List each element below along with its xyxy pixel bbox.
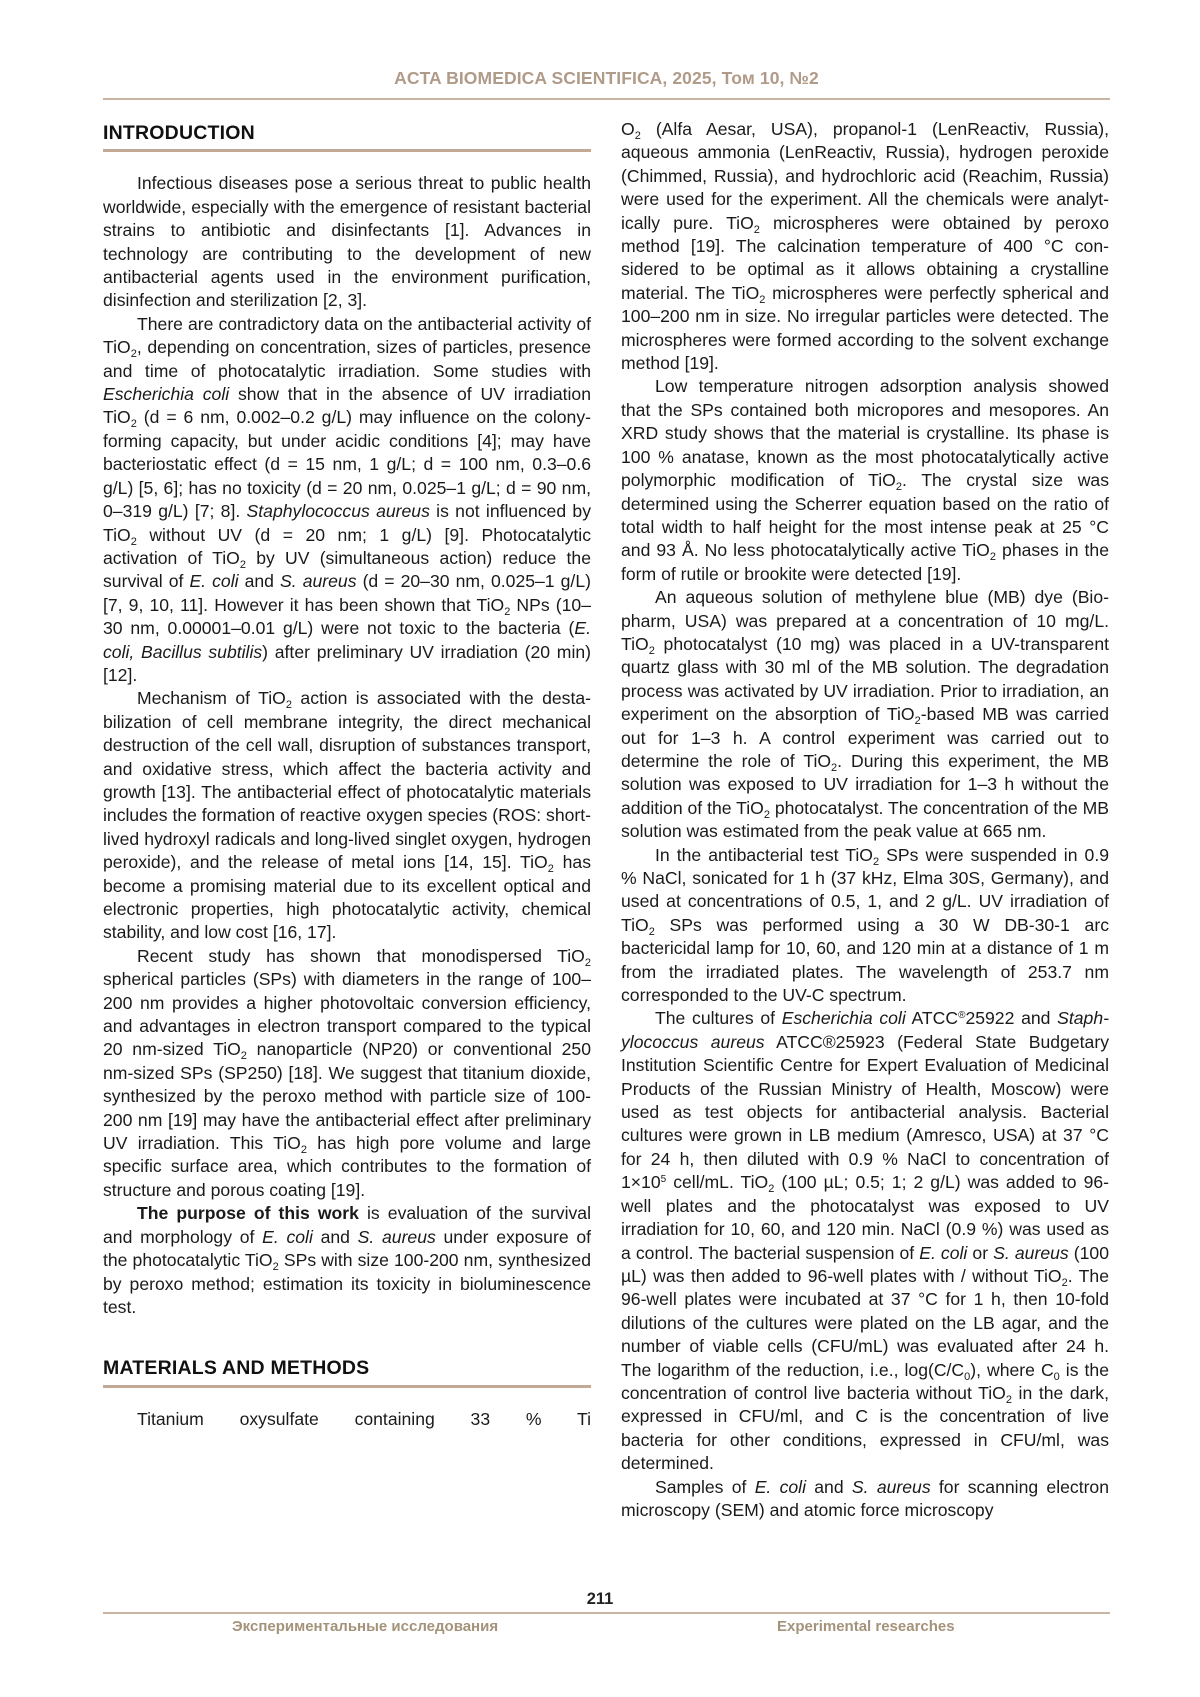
section-title-materials-methods: MATERIALS AND METHODS xyxy=(103,1357,591,1387)
footer-rule xyxy=(103,1612,1110,1614)
methods-paragraph-1-start: Titanium oxysulfate containing 33 % Ti xyxy=(137,1408,591,1429)
footer-section-label-ru: Экспериментальные исследования xyxy=(232,1618,499,1635)
footer-section-label-en: Experimental researches xyxy=(777,1618,955,1635)
methods-paragraph-5: The cultures of Escherichia coli ATCC®25922 and Staphylococcus aureus ATCC®25923 (Federal State Budgetary Institution Scientific Centre for Expert Evaluation of Medicinal Products of the Russian Ministry of Health, Moscow) were used as test objects for antibacterial analysis. Bacterial cultures were grown in LB medium (Amresco, USA) at 37 °C for 24 h, then diluted with 0.9 % NaCl to concentration of $1\times 10^5$ cell/mL. TiO$_2$ (100 µL; 0.5; 1; 2 g/L) was added to 96-well plates and the photocatalyst was exposed to UV irradiation for 10, 60, and 120 min. NaCl (0.9 %) was used as a control. The bacterial suspension of E. coli or S. aureus (100 µL) was then added to 96-well plates with / without TiO$_2$. The 96-well plates were incubated at 37 °C for 1 h, then 10-fold dilutions of the cultures were plated on the LB agar, and the number of viable cells (CFU/mL) was evaluated after 24 h. The logarithm of the reduction, i.e., $\log(C/C_0)$, where $C_0$ is the concentration of control live bacteria without TiO$_2$ in the dark, expressed in CFU/ml, and C is the concentration of live bacteria for other conditions, expressed in CFU/ml, was determined. xyxy=(621,1008,1109,1474)
methods-paragraph-6: Samples of E. coli and S. aureus for scanning electron microscopy (SEM) and atomic force microscopy xyxy=(621,1476,1110,1520)
left-column xyxy=(103,122,591,1431)
header-rule xyxy=(103,98,1110,100)
methods-paragraph-2: Low temperature nitrogen adsorption analysis showed that the SPs contained both micropores and mesopores. An XRD study shows that the material is crystalline. Its phase is 100 % anatase, known as the most photocatalytically active polymorphic modification of TiO$_2$. The crystal size was determined using the Scherrer equation based on the ratio of total width to half height for the most intense peak at 25 °C and 93 Å. No less photocatalytically active TiO$_2$ phases in the form of rutile or brookite were detected [19]. xyxy=(621,376,1109,584)
intro-paragraph-4: Recent study has shown that monodispersed TiO$_2$ spherical particles (SPs) with diameters in the range of 100–200 nm provides a higher photovoltaic conversion efficiency, and advantages in electron transport compared to the typical 20 nm-sized TiO$_2$ nanoparticle (NP20) or conventional 250 nm-sized SPs (SP250) [18]. We suggest that titanium dioxide, synthesized by the peroxo method with particle size of 100-200 nm [19] may have the antibacterial effect after preliminary UV irradiation. This TiO$_2$ has high pore volume and large specific surface area, which contributes to the formation of structure and porous coating [19]. xyxy=(103,945,591,1200)
page-number: 211 xyxy=(586,1590,614,1608)
intro-paragraph-1: Infectious diseases pose a serious threat to public health worldwide, especially with the emergence of resistant bacterial strains to antibiotic and disinfectants [1]. Advances in technology are contributing to the development of new antibacterial agents used in the environment purification, disinfection and sterilization [2, 3]. xyxy=(103,173,591,311)
methods-paragraph-4: In the antibacterial test TiO$_2$ SPs were suspended in 0.9 % NaCl, sonicated for 1 h (37 kHz, Elma 30S, Germany), and used at concentrations of 0.5, 1, and 2 g/L. UV irradiation of TiO$_2$ SPs was performed using a 30 W DB-30-1 arc bactericidal lamp for 10, 60, and 120 min at a distance of 1 m from the irradiated plates. The wavelength of 253.7 nm corresponded to the UV-C spectrum. xyxy=(621,844,1109,1006)
methods-paragraph-1-cont: $O_2$ (Alfa Aesar, USA), propanol-1 (LenReactiv, Russia), aqueous ammonia (LenReactiv, Russia), hydrogen peroxide (Chimmed, Russia), and hydrochloric acid (Reachim, Russia) were used for the experiment. All the chemicals were analytically pure. TiO$_2$ microspheres were obtained by peroxo method [19]. The calcination temperature of 400 °C considered to be optimal as it allows obtaining a crystalline material. The TiO$_2$ microspheres were perfectly spherical and 100–200 nm in size. No irregular particles were detected. The microspheres were formed according to the solvent exchange method [19]. xyxy=(621,119,1109,374)
right-column xyxy=(621,118,1109,1522)
intro-paragraph-2: There are contradictory data on the antibacterial activity of TiO$_2$, depending on concentration, sizes of particles, presence and time of photocatalytic irradiation. Some studies with Escherichia coli show that in the absence of UV irradiation TiO$_2$ (d = 6 nm, 0.002–0.2 g/L) may influence on the colony-forming capacity, but under acidic conditions [4]; may have bacteriostatic effect (d = 15 nm, 1 g/L; d = 100 nm, 0.3–0.6 g/L) [5, 6]; has no toxicity (d = 20 nm, 0.025–1 g/L; d = 90 nm, 0–319 g/L) [7; 8]. Staphylococcus aureus is not influenced by TiO$_2$ without UV (d = 20 nm; 1 g/L) [9]. Photocatalytic activation of TiO$_2$ by UV (simultaneous action) reduce the survival of E. coli and S. aureus (d = 20–30 nm, 0.025–1 g/L) [7, 9, 10, 11]. However it has been shown that TiO$_2$ NPs (10–30 nm, 0.00001–0.01 g/L) were not toxic to the bacteria (E. coli, Bacillus subtilis) after preliminary UV irradiation (20 min) [12]. xyxy=(103,313,592,685)
intro-paragraph-3: Mechanism of TiO$_2$ action is associated with the destabilization of cell membrane integrity, the direct mechanical destruction of the cell wall, disruption of substances transport, and oxidative stress, which affect the bacteria activity and growth [13]. The antibacterial effect of photocatalytic materials includes the formation of reactive oxygen species (ROS: short-lived hydroxyl radicals and long-lived singlet oxygen, hydrogen peroxide), and the release of metal ions [14, 15]. TiO$_2$ has become a promising material due to its excellent optical and electronic properties, high photocatalytic activity, chemical stability, and low cost [16, 17]. xyxy=(103,688,591,943)
running-head: ACTA BIOMEDICA SCIENTIFICA, 2025, Том 10, №2 xyxy=(394,68,819,88)
methods-paragraph-3: An aqueous solution of methylene blue (MB) dye (Biopharm, USA) was prepared at a concentration of 10 mg/L. TiO$_2$ photocatalyst (10 mg) was placed in a UV-transparent quartz glass with 30 ml of the MB solution. The degradation process was activated by UV irradiation. Prior to irradiation, an experiment on the absorption of TiO$_2$-based MB was carried out for 1–3 h. A control experiment was carried out to determine the role of TiO$_2$. During this experiment, the MB solution was exposed to UV irradiation for 1–3 h without the addition of the TiO$_2$ photocatalyst. The concentration of the MB solution was estimated from the peak value at 665 nm. xyxy=(621,587,1109,842)
intro-paragraph-purpose: The purpose of this work is evaluation of the survival and morphology of E. coli and S. aureus under exposure of the photocatalytic TiO$_2$ SPs with size 100-200 nm, synthesized by peroxo method; estimation its toxicity in bioluminescence test. xyxy=(103,1203,592,1317)
section-title-introduction: INTRODUCTION xyxy=(103,122,591,152)
